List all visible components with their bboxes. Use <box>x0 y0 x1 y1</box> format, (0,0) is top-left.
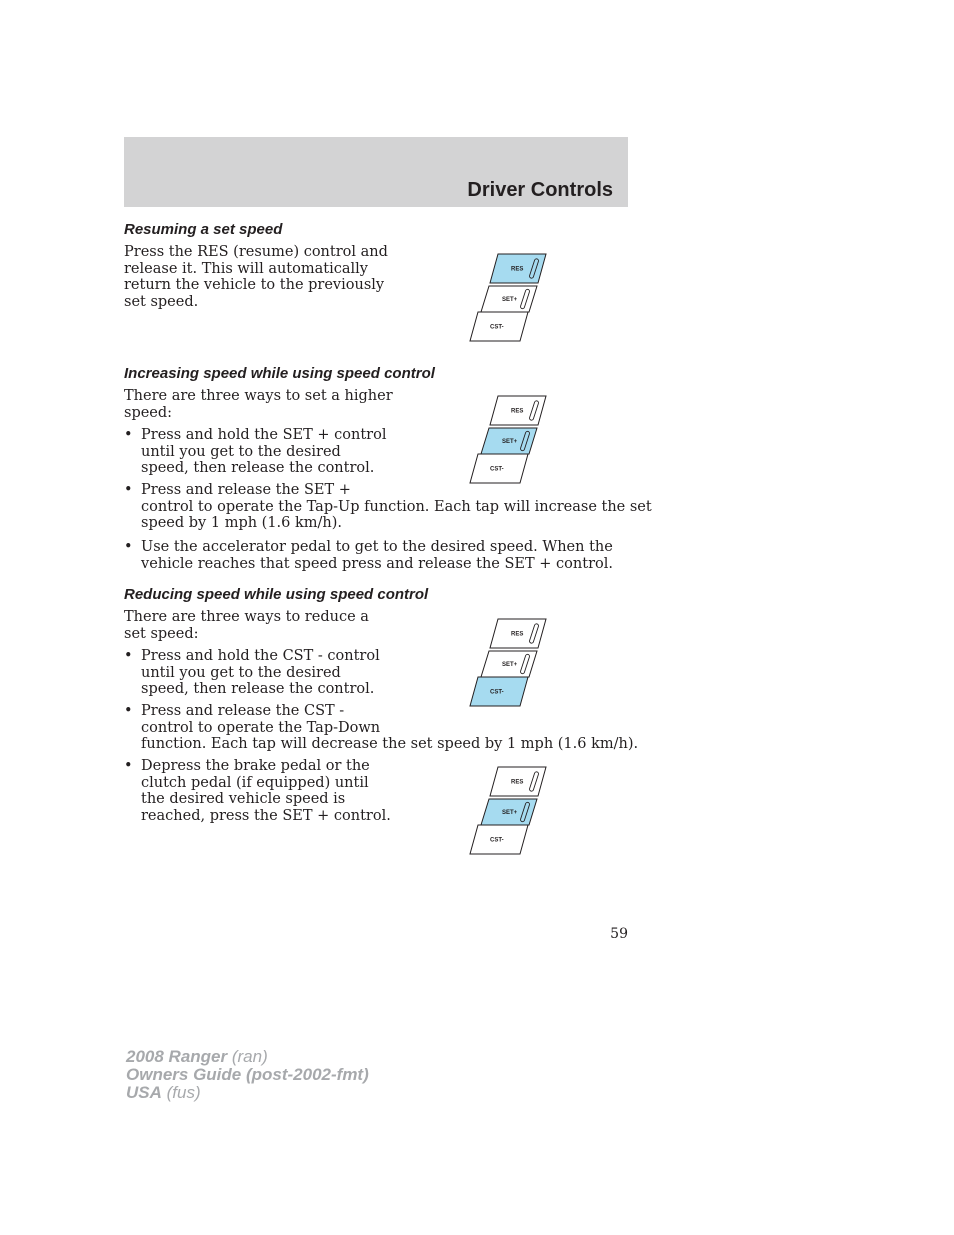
speed-control-diagram-set <box>466 394 550 486</box>
list-item-text: Press and release the SET + <box>141 482 351 498</box>
speed-control-svg <box>466 252 550 344</box>
button-label: SET+ <box>502 662 518 668</box>
bullet-glyph: • <box>124 482 133 498</box>
res-button <box>490 254 546 283</box>
bullet-glyph: • <box>124 648 133 664</box>
button-label: RES <box>511 266 524 273</box>
cst-minus-button <box>470 454 528 483</box>
paragraph-resuming-1: Press the RES (resume) control and <box>124 244 388 260</box>
button-label: SET+ <box>502 439 518 445</box>
button-label: CST- <box>490 324 504 331</box>
list-item-text: speed, then release the control. <box>141 681 375 697</box>
bullet-glyph: • <box>124 703 133 719</box>
list-item-text: speed by 1 mph (1.6 km/h). <box>141 515 343 531</box>
footer-guide: Owners Guide (post-2002-fmt) <box>126 1065 369 1084</box>
list-item-text: Press and release the CST - <box>141 703 345 719</box>
list-item-text: function. Each tap will decrease the set speed by 1 mph (1.6 km/h). <box>141 736 639 752</box>
bullet-glyph: • <box>124 539 133 555</box>
speed-control-diagram-cst <box>466 617 550 709</box>
button-label: SET+ <box>502 297 518 303</box>
paragraph-resuming-4: set speed. <box>124 293 199 310</box>
header-band <box>124 137 628 207</box>
intro-reducing-1: There are three ways to reduce a <box>124 609 369 625</box>
list-item-text: Use the accelerator pedal to get to the desired speed. When the <box>141 539 613 555</box>
list-item-text: the desired vehicle speed is <box>141 791 346 807</box>
speed-control-svg <box>466 765 550 857</box>
button-label: RES <box>511 779 524 786</box>
heading-increasing: Increasing speed while using speed control <box>124 365 435 382</box>
cst-minus-button <box>470 677 528 706</box>
heading-resuming: Resuming a set speed <box>124 221 283 238</box>
list-item-text: control to operate the Tap-Down <box>141 719 381 736</box>
list-item-text: speed, then release the control. <box>141 460 375 476</box>
speed-control-svg <box>466 394 550 486</box>
res-button <box>490 396 546 425</box>
set-plus-button <box>481 799 537 825</box>
speed-control-svg <box>466 617 550 709</box>
speed-control-diagram-set-brake <box>466 765 550 857</box>
footer-model-code: (ran) <box>231 1047 268 1066</box>
footer-market-code: (fus) <box>166 1083 201 1102</box>
list-item-text: Press and hold the SET + control <box>141 427 387 443</box>
set-plus-button <box>481 651 537 677</box>
footer-model: 2008 Ranger <box>126 1047 228 1066</box>
paragraph-resuming-3: return the vehicle to the previously <box>124 277 385 293</box>
list-item-text: control to operate the Tap-Up function. Each tap will increase the set <box>141 498 652 515</box>
section-title: Driver Controls <box>467 179 613 201</box>
button-label: RES <box>511 631 524 638</box>
bullet-glyph: • <box>124 427 133 443</box>
cst-minus-button <box>470 312 528 341</box>
intro-increasing-2: speed: <box>124 404 173 421</box>
heading-reducing: Reducing speed while using speed control <box>124 586 429 603</box>
button-label: SET+ <box>502 810 518 816</box>
button-label: RES <box>511 408 524 415</box>
footer-doc-info <box>126 1048 369 1102</box>
button-label: CST- <box>490 689 504 696</box>
list-item-text: Depress the brake pedal or the <box>141 758 370 774</box>
list-item-text: until you get to the desired <box>141 664 341 681</box>
res-button <box>490 619 546 648</box>
list-item-text: clutch pedal (if equipped) until <box>141 774 369 791</box>
speed-control-diagram-res <box>466 252 550 344</box>
footer-market: USA <box>126 1083 162 1102</box>
set-plus-button <box>481 286 537 312</box>
list-item-text: Press and hold the CST - control <box>141 648 380 664</box>
intro-reducing-2: set speed: <box>124 625 199 642</box>
page-number: 59 <box>610 926 628 942</box>
bullet-glyph: • <box>124 758 133 774</box>
res-button <box>490 767 546 796</box>
intro-increasing-1: There are three ways to set a higher <box>124 388 393 404</box>
set-plus-button <box>481 428 537 454</box>
list-item-text: reached, press the SET + control. <box>141 807 391 824</box>
list-item-text: until you get to the desired <box>141 443 341 460</box>
button-label: CST- <box>490 466 504 473</box>
button-label: CST- <box>490 837 504 844</box>
paragraph-resuming-2: release it. This will automatically <box>124 260 368 277</box>
cst-minus-button <box>470 825 528 854</box>
list-item-text: vehicle reaches that speed press and release the SET + control. <box>141 555 613 572</box>
